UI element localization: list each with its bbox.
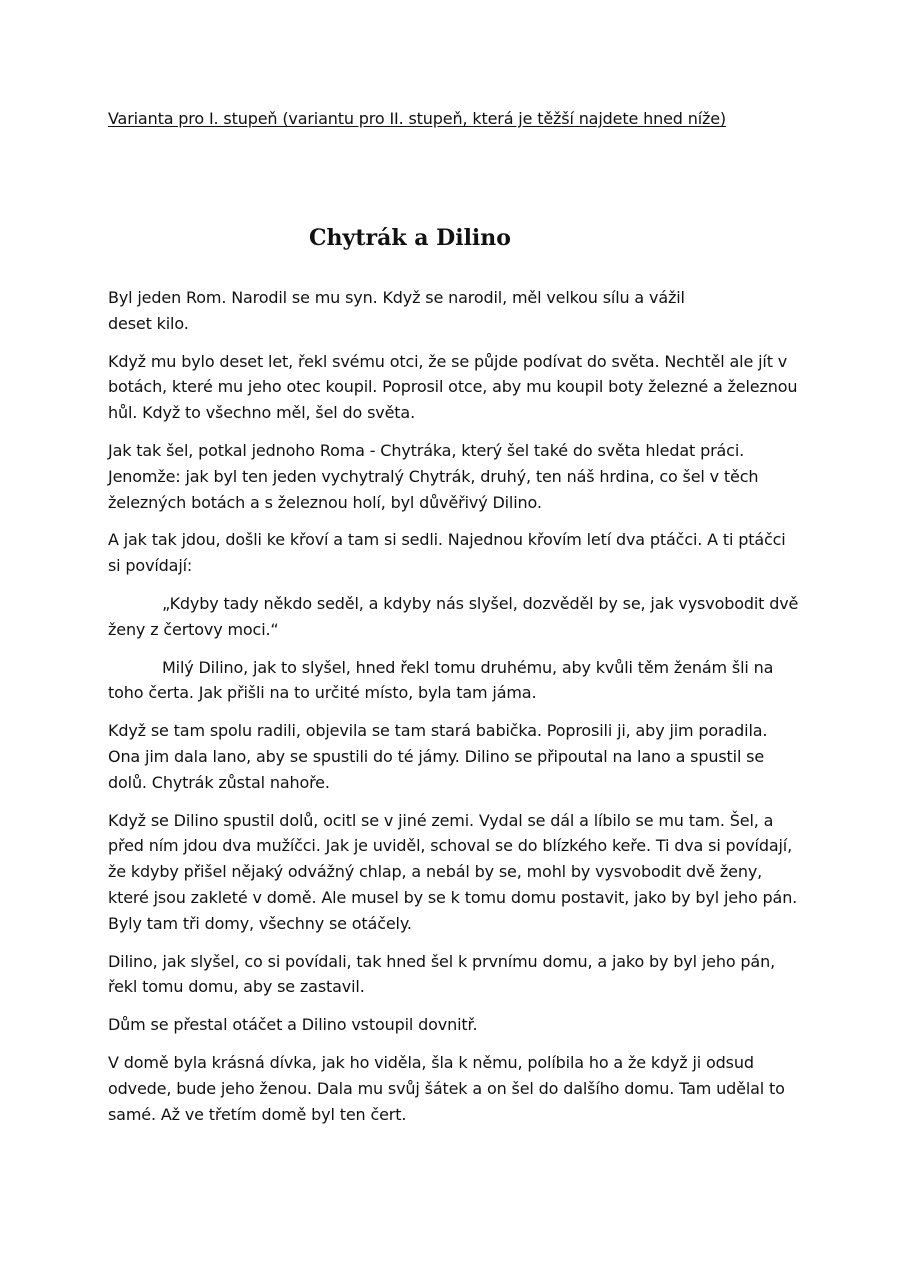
story-paragraph: Když se tam spolu radili, objevila se tam stará babička. Poprosili ji, aby jim poradila. Ona jim dala lano, aby se spustili do té jámy. Dilino se připoutal na lano a spustil se dolů. Chytrák zůstal nahoře. — [108, 721, 768, 792]
story-paragraph: Byl jeden Rom. Narodil se mu syn. Když se narodil, měl velkou sílu a vážil deset kilo. — [108, 288, 685, 333]
story-paragraph: Jak tak šel, potkal jednoho Roma - Chytráka, který šel také do světa hledat práci. Jenomže: jak byl ten jeden vychytralý Chytrák, druhý, ten náš hrdina, co šel v těch železných botách a s železnou holí, byl důvěřivý Dilino. — [108, 440, 759, 512]
story-title: Chytrák a Dilino — [309, 225, 511, 251]
story-paragraph: V domě byla krásná dívka, jak ho viděla, šla k němu, políbila ho a že když ji odsud odvede, bude jeho ženou. Dala mu svůj šátek a on šel do dalšího domu. Tam udělal to samé. Až ve třetím domě byl ten čert. — [108, 1052, 785, 1124]
variant-note: Varianta pro I. stupeň (variantu pro II. stupeň, která je těžší najdete hned níže) — [108, 109, 727, 128]
story-paragraph: Když mu bylo deset let, řekl svému otci, že se půjde podívat do světa. Nechtěl ale jít v botách, které mu jeho otec koupil. Poprosil otce, aby mu koupil boty železné a železnou hůl. Když to všechno měl, šel do světa. — [108, 351, 798, 423]
story-paragraph: „Kdyby tady někdo seděl, a kdyby nás slyšel, dozvěděl by se, jak vysvobodit dvě ženy z čertovy moci.“ — [108, 593, 799, 639]
story-paragraph: Když se Dilino spustil dolů, ocitl se v jiné zemi. Vydal se dál a líbilo se mu tam. Šel, a před ním jdou dva mužíčci. Jak je uviděl, schoval se do blízkého keře. Ti dva si povídají, že kdyby přišel nějaký odvážný chlap, a nebál by se, mohl by vysvobodit dvě ženy, které jsou zakleté v domě. Ale musel by se k tomu domu postavit, jako by byl jeho pán. Byly tam tři domy, všechny se otáčely. — [108, 810, 798, 933]
story-paragraph: Milý Dilino, jak to slyšel, hned řekl tomu druhému, aby kvůli těm ženám šli na toho čerta. Jak přišli na to určité místo, byla tam jáma. — [108, 657, 774, 703]
story-paragraph: Dilino, jak slyšel, co si povídali, tak hned šel k prvnímu domu, a jako by byl jeho pán, řekl tomu domu, aby se zastavil. — [108, 951, 776, 997]
story-paragraph: A jak tak jdou, došli ke křoví a tam si sedli. Najednou křovím letí dva ptáčci. A ti ptáčci si povídají: — [108, 530, 786, 576]
story-text — [108, 285, 802, 1139]
document-body — [108, 108, 802, 1124]
story-paragraph: Dům se přestal otáčet a Dilino vstoupil dovnitř. — [108, 1015, 478, 1035]
